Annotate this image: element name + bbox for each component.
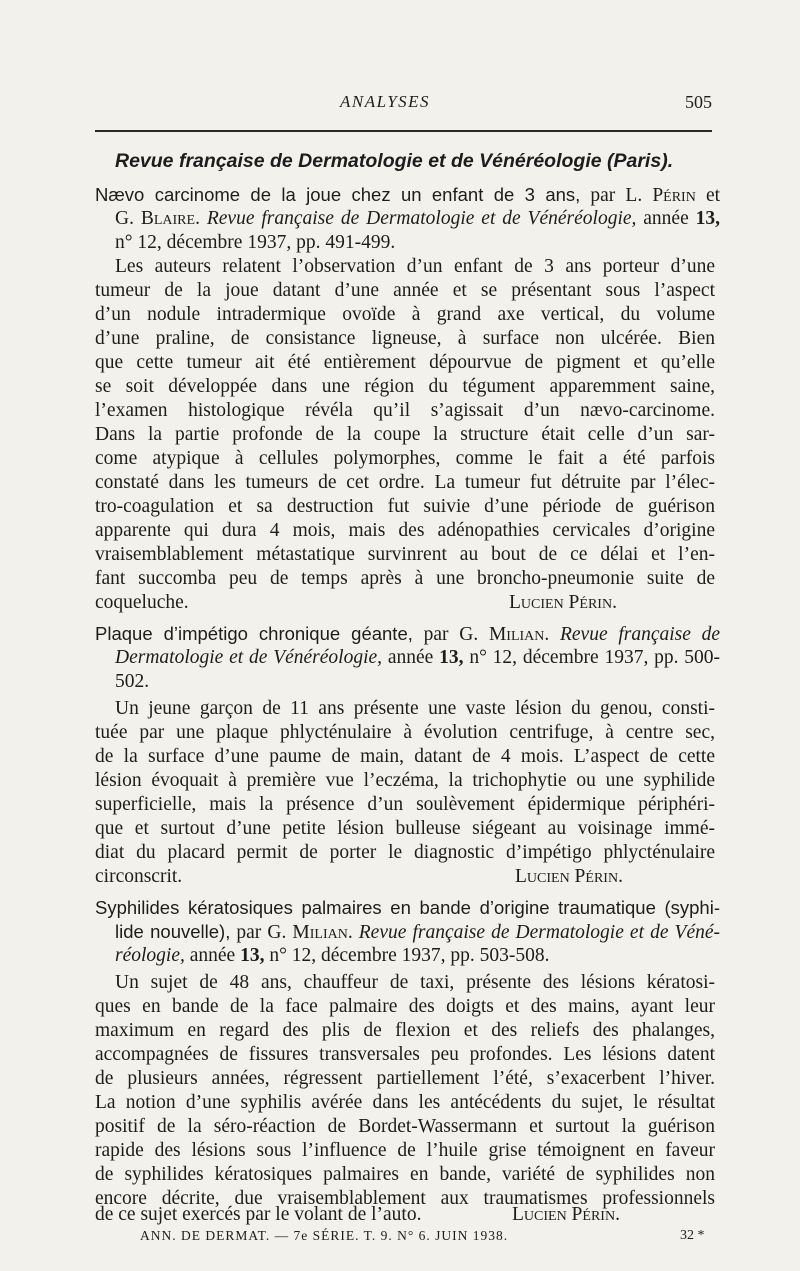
article-2-heading-line-3: 502. bbox=[115, 671, 150, 692]
article-2-paragraph-line: circonscrit. bbox=[95, 866, 183, 887]
article-1-paragraph-line: se soit développée dans une région du tégument apparemment saine, bbox=[95, 376, 715, 397]
running-head bbox=[0, 92, 800, 118]
article-2-paragraph-line: diat du placard permit de porter le diagnostic d’impétigo phlycténulaire bbox=[95, 842, 715, 863]
article-1-paragraph-line: come atypique à cellules polymorphes, comme le fait a été parfois bbox=[95, 448, 715, 469]
article-3-paragraph-line: Un sujet de 48 ans, chauffeur de taxi, présente des lésions kératosi- bbox=[115, 972, 715, 993]
article-1-paragraph-line: d’un nodule intradermique ovoïde à grand axe vertical, du volume bbox=[95, 304, 715, 325]
article-2-paragraph-line: de la surface d’une paume de main, datant de 4 mois. L’aspect de cette bbox=[95, 746, 715, 767]
article-1-paragraph-line: l’examen histologique révéla qu’il s’agissait d’un nævo-carcinome. bbox=[95, 400, 715, 421]
article-1-paragraph-line: vraisemblablement métastatique survinrent au bout de ce délai et l’en- bbox=[95, 544, 715, 565]
article-2-paragraph-line: superficielle, mais la présence d’un soulèvement épidermique périphéri- bbox=[95, 794, 715, 815]
article-1-heading-line-2: G. Blaire. Revue française de Dermatologie et de Vénéréologie, année 13, bbox=[115, 208, 721, 229]
article-3-paragraph-line: maximum en regard des plis de flexion et des reliefs des phalanges, bbox=[95, 1020, 715, 1041]
article-3-paragraph-line: de syphilides kératosiques palmaires en bande, variété de syphilides non bbox=[95, 1164, 715, 1185]
footer-sheet-number: 32 * bbox=[680, 1228, 705, 1243]
article-2-paragraph-line: que et surtout d’une petite lésion bulleuse siégeant au voisinage immé- bbox=[95, 818, 715, 839]
article-1-paragraph-line: Les auteurs relatent l’observation d’un enfant de 3 ans porteur d’une bbox=[115, 256, 715, 277]
page-number: 505 bbox=[685, 92, 712, 112]
article-3-author: Milian. bbox=[292, 922, 353, 943]
article-2-author: Milian. bbox=[488, 624, 550, 645]
article-1-paragraph-line: tro-coagulation et sa destruction fut suivie d’une période de guérison bbox=[95, 496, 715, 517]
section-title: Revue française de Dermatologie et de Vénéréologie (Paris). bbox=[115, 150, 674, 172]
article-3-paragraph-line: encore décrite, due vraisemblablement aux traumatismes professionnels bbox=[95, 1188, 715, 1209]
article-2-title: Plaque d’impétigo chronique géante, bbox=[95, 623, 413, 644]
article-1-paragraph-line: Dans la partie profonde de la coupe la structure était celle d’un sar- bbox=[95, 424, 715, 445]
article-1-coauthor: G. Blaire. bbox=[115, 208, 200, 229]
article-3-paragraph-line: ques en bande de la face palmaire des doigts et des mains, ayant leur bbox=[95, 996, 715, 1017]
article-3-signature: Lucien Périn. bbox=[512, 1204, 620, 1225]
article-2-paragraph-line: lésion évoquait à première vue l’eczéma, la trichophytie ou une syphilide bbox=[95, 770, 715, 791]
article-2-paragraph-line: Un jeune garçon de 11 ans présente une vaste lésion du genou, consti- bbox=[115, 698, 715, 719]
running-head-title: ANALYSES bbox=[340, 92, 431, 111]
article-1-paragraph-line: que cette tumeur ait été entièrement dépourvue de pigment et qu’elle bbox=[95, 352, 715, 373]
article-1-journal: Revue française de Dermatologie et de Vénéréologie, bbox=[206, 208, 637, 229]
article-2-signature: Lucien Périn. bbox=[515, 866, 623, 887]
article-2-journal: Dermatologie et de Vénéréologie, bbox=[115, 647, 383, 668]
article-3-title: Syphilides kératosiques palmaires en bande d’origine traumatique (syphi- bbox=[95, 897, 720, 918]
article-2-heading-line-1: Plaque d’impétigo chronique géante, par G. Milian. Revue française de bbox=[95, 623, 721, 645]
article-1-title: Nævo carcinome de la joue chez un enfant de 3 ans, bbox=[95, 184, 581, 205]
footer-citation: ANN. DE DERMAT. — 7e SÉRIE. T. 9. N° 6. JUIN 1938. bbox=[140, 1228, 509, 1243]
article-3-paragraph-line: La notion d’une syphilis avérée dans les antécédents du sujet, le résultat bbox=[95, 1092, 715, 1113]
article-2-paragraph-line: tuée par une plaque phlycténulaire à évolution centrifuge, à centre sec, bbox=[95, 722, 715, 743]
article-1-heading-line-1: Nævo carcinome de la joue chez un enfant de 3 ans, par L. Périn et bbox=[95, 184, 721, 206]
header-rule bbox=[95, 130, 712, 132]
article-3-paragraph-line: de ce sujet exercés par le volant de l’auto. bbox=[95, 1204, 422, 1225]
article-3-paragraph-line: positif de la séro-réaction de Bordet-Wassermann et surtout la guérison bbox=[95, 1116, 715, 1137]
article-1-paragraph-line: constaté dans les tumeurs de cet ordre. La tumeur fut détruite par l’élec- bbox=[95, 472, 715, 493]
article-1-heading-line-3: n° 12, décembre 1937, pp. 491-499. bbox=[115, 232, 396, 253]
article-1-paragraph-line: apparente qui dura 4 mois, mais des adénopathies cervicales d’origine bbox=[95, 520, 715, 541]
article-2-heading-line-2: Dermatologie et de Vénéréologie, année 13, n° 12, décembre 1937, pp. 500- bbox=[115, 647, 721, 668]
article-1-author: Périn bbox=[652, 185, 696, 206]
article-3-paragraph-line: de plusieurs années, régressent partiellement l’été, s’exacerbent l’hiver. bbox=[95, 1068, 715, 1089]
article-3-paragraph-line: rapide des lésions sous l’influence de l’huile grise témoignent en faveur bbox=[95, 1140, 715, 1161]
article-3-heading-line-3: réologie, année 13, n° 12, décembre 1937, pp. 503-508. bbox=[115, 945, 550, 966]
article-1-signature: Lucien Périn. bbox=[509, 592, 617, 613]
article-3-heading-line-1 bbox=[95, 896, 720, 921]
article-1-paragraph-line: tumeur de la joue datant d’une année et se présentant sous l’aspect bbox=[95, 280, 715, 301]
article-1-paragraph-line: coqueluche. bbox=[95, 592, 189, 613]
article-3-heading-line-2: lide nouvelle), par G. Milian. Revue française de Dermatologie et de Véné- bbox=[115, 921, 720, 943]
article-3-paragraph-line: accompagnées de fissures transversales peu profondes. Les lésions datent bbox=[95, 1044, 715, 1065]
article-1-paragraph-line: d’une praline, de consistance ligneuse, à surface non ulcérée. Bien bbox=[95, 328, 715, 349]
article-1-paragraph-line: fant succomba peu de temps après à une broncho-pneumonie suite de bbox=[95, 568, 715, 589]
article-3-journal: Revue française de Dermatologie et de Véné- bbox=[358, 922, 720, 943]
